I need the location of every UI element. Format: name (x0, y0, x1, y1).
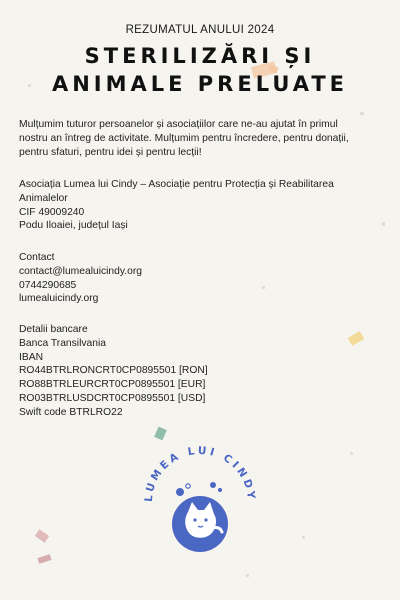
report-eyebrow: REZUMATUL ANULUI 2024 (125, 24, 275, 36)
association-name-line-1: Asociația Lumea lui Cindy – Asociație pentru Protecția și Reabilitarea (19, 179, 334, 190)
association-name-line-2: Animalelor (19, 192, 68, 204)
contact-phone[interactable]: 0744290685 (19, 279, 77, 291)
intro-line-2: nostru an întreg de activitate. Mulțumim pentru încredere, pentru donații, (19, 132, 349, 144)
speck-1 (360, 112, 364, 115)
bank-name: Banca Transilvania (19, 337, 107, 349)
thank-you-paragraph (19, 118, 381, 159)
speck-6 (246, 574, 249, 577)
bubble-icon (186, 484, 190, 488)
bubble-icon (176, 488, 184, 496)
contact-section (19, 251, 381, 306)
intro-line-1: Mulțumim tuturor persoanelor și asociațiilor care ne-au ajutat în primul (19, 119, 338, 130)
bubble-icon (218, 488, 222, 492)
cat-eye-icon (204, 518, 207, 521)
swift-code: Swift code BTRLRO22 (19, 406, 123, 418)
bank-heading: Detalii bancare (19, 324, 88, 335)
association-address: Podu Iloaiei, județul Iași (19, 220, 128, 232)
logo-arc-text: LUMEA LUI CINDY (142, 444, 258, 503)
confetti-pink-left (35, 529, 49, 542)
speck-5 (350, 452, 353, 455)
speck-7 (302, 536, 305, 539)
page-title (0, 42, 400, 98)
title-line-2: ANIMALE PRELUATE (51, 72, 349, 96)
contact-website[interactable]: lumealuicindy.org (19, 293, 99, 305)
lumea-lui-cindy-logo (138, 428, 262, 552)
contact-heading: Contact (19, 252, 55, 263)
intro-line-3: pentru sfaturi, pentru idei și pentru lecții! (19, 146, 202, 158)
iban-ron: RO44BTRLRONCRT0CP0895501 [RON] (19, 365, 208, 377)
bank-details-section (19, 323, 381, 420)
iban-usd: RO03BTRLUSDCRT0CP0895501 [USD] (19, 392, 206, 404)
contact-email[interactable]: contact@lumealuicindy.org (19, 265, 143, 277)
cat-eye-icon (193, 518, 196, 521)
confetti-pink-left-2 (37, 554, 51, 564)
speck-3 (382, 222, 385, 226)
title-line-1: STERILIZĂRI ȘI (84, 44, 316, 68)
iban-eur: RO88BTRLEURCRT0CP0895501 [EUR] (19, 379, 206, 391)
bubble-icon (210, 482, 216, 488)
iban-label: IBAN (19, 351, 44, 363)
association-cif: CIF 49009240 (19, 206, 85, 218)
association-details (19, 178, 381, 233)
